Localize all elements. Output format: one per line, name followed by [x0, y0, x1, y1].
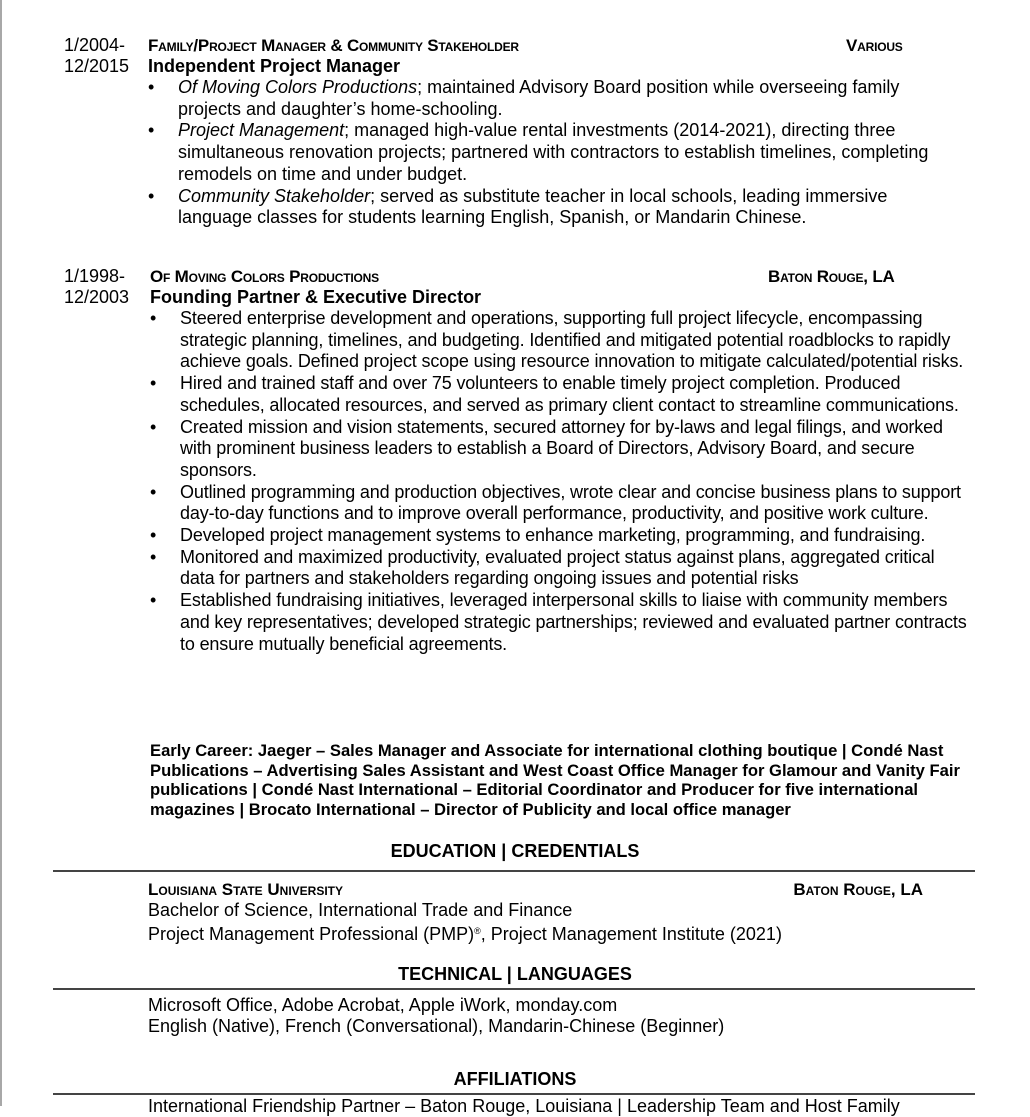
start-date: 1/1998- [64, 266, 126, 286]
bullet-icon: • [148, 77, 155, 97]
section-divider [53, 1093, 975, 1095]
affiliation-line-partial: International Friendship Partner – Baton Rouge, Louisiana | Leadership Team and Host Family [148, 1096, 900, 1116]
bullet-icon: • [150, 525, 157, 546]
bullet-lead: Of Moving Colors Productions [178, 77, 418, 97]
end-date: 12/2003 [64, 287, 130, 307]
job-location: Various [846, 36, 903, 55]
bullet-text: ; maintained Advisory Board position while overseeing family projects and daughter’s home-schooling. [178, 77, 900, 119]
bullet-text: Monitored and maximized productivity, evaluated project status against plans, aggregated critical data for partners and stakeholders regarding ongoing issues and potential risks [180, 546, 935, 589]
bullet-icon: • [150, 373, 157, 394]
bullet-text: Outlined programming and production objectives, wrote clear and concise business plans to support day-to-day functions and to improve overall performance, productivity, and positive work culture. [180, 481, 961, 524]
bullet-item [150, 590, 970, 655]
bullet-item [150, 308, 970, 373]
languages: English (Native), French (Conversational), Mandarin-Chinese (Beginner) [148, 1016, 725, 1036]
job-bullets [148, 77, 948, 229]
bullet-icon: • [148, 185, 155, 206]
section-title-education: EDUCATION | CREDENTIALS [390, 841, 640, 861]
section-divider [53, 870, 975, 872]
bullet-icon: • [148, 120, 155, 141]
bullet-item [150, 547, 970, 590]
registered-mark: ® [474, 926, 481, 936]
early-career-summary: Early Career: Jaeger – Sales Manager and Associate for international clothing boutique | Condé Nast Publications – Advertising Sales Assistant and West Coast Office Manager for Glamour and Vanity Fair publications | Condé Nast International – Editorial Coordinator and Producer for five international magazines | Brocato International – Director of Publicity and local office manager [150, 741, 960, 819]
job-bullets [150, 308, 970, 655]
bullet-text: ; managed high-value rental investments (2014-2021), directing three simultaneous renovation projects; partnered with contractors to establish timelines, completing remodels on time and under budget. [178, 120, 929, 184]
bullet-item [150, 417, 970, 482]
bullet-icon: • [150, 308, 157, 328]
employer-name: Family/Project Manager & Community Stakeholder [148, 36, 519, 55]
bullet-icon: • [150, 590, 157, 611]
bullet-text: Established fundraising initiatives, leveraged interpersonal skills to liaise with community members and key representatives; developed strategic partnerships; reviewed and evaluated partner contracts to ensure mutually beneficial agreements. [180, 590, 967, 654]
job-title: Founding Partner & Executive Director [150, 287, 482, 307]
job-details [148, 35, 1030, 229]
bullet-item [150, 373, 970, 416]
start-date: 1/2004- [64, 35, 126, 55]
section-title-technical: TECHNICAL | LANGUAGES [398, 964, 632, 984]
job-title: Independent Project Manager [148, 56, 401, 76]
school-location: Baton Rouge, LA [793, 880, 923, 899]
bullet-lead: Community Stakeholder [178, 185, 371, 206]
end-date: 12/2015 [64, 56, 130, 76]
section-divider [53, 988, 975, 990]
bullet-item [148, 120, 948, 185]
bullet-item [148, 77, 948, 120]
job-dates [64, 35, 144, 77]
employer-row [148, 35, 1030, 56]
bullet-text: ; served as substitute teacher in local schools, leading immersive language classes for students learning English, Spanish, or Mandarin Chinese. [178, 185, 888, 228]
credential-issuer: , Project Management Institute (2021) [480, 924, 782, 944]
credential [148, 921, 782, 945]
software-skills: Microsoft Office, Adobe Acrobat, Apple iWork, monday.com [148, 995, 618, 1015]
bullet-text: Steered enterprise development and operations, supporting full project lifecycle, encompassing strategic planning, timelines, and budgeting. Identified and mitigated potential roadblocks to rapidly achieve goals. Defined project scope using resource innovation to mitigate calculated/potential risks. [180, 308, 964, 372]
bullet-text: Developed project management systems to enhance marketing, programming, and fundraising. [180, 525, 926, 546]
employer-name: Of Moving Colors Productions [150, 267, 379, 286]
bullet-item [148, 186, 948, 229]
bullet-text: Created mission and vision statements, secured attorney for by-laws and legal filings, and worked with prominent business leaders to establish a Board of Directors, Advisory Board, and secure sponsors. [180, 416, 943, 480]
education-row [148, 879, 923, 900]
bullet-lead: Project Management [178, 120, 345, 141]
job-dates [64, 266, 144, 308]
section-title-affiliations: AFFILIATIONS [453, 1069, 577, 1089]
school-name: Louisiana State University [148, 880, 344, 899]
job-location: Baton Rouge, LA [768, 267, 895, 286]
bullet-item [150, 525, 970, 547]
bullet-icon: • [150, 546, 157, 567]
credential-name: Project Management Professional (PMP) [148, 924, 475, 944]
bullet-icon: • [150, 416, 157, 437]
bullet-item [150, 482, 970, 525]
bullet-text: Hired and trained staff and over 75 volunteers to enable timely project completion. Produced schedules, allocated resources, and served as primary client contact to streamline communications. [180, 373, 959, 415]
job-details [150, 266, 1030, 655]
employer-row [150, 266, 1030, 287]
bullet-icon: • [150, 481, 157, 502]
degree: Bachelor of Science, International Trade and Finance [148, 900, 573, 920]
